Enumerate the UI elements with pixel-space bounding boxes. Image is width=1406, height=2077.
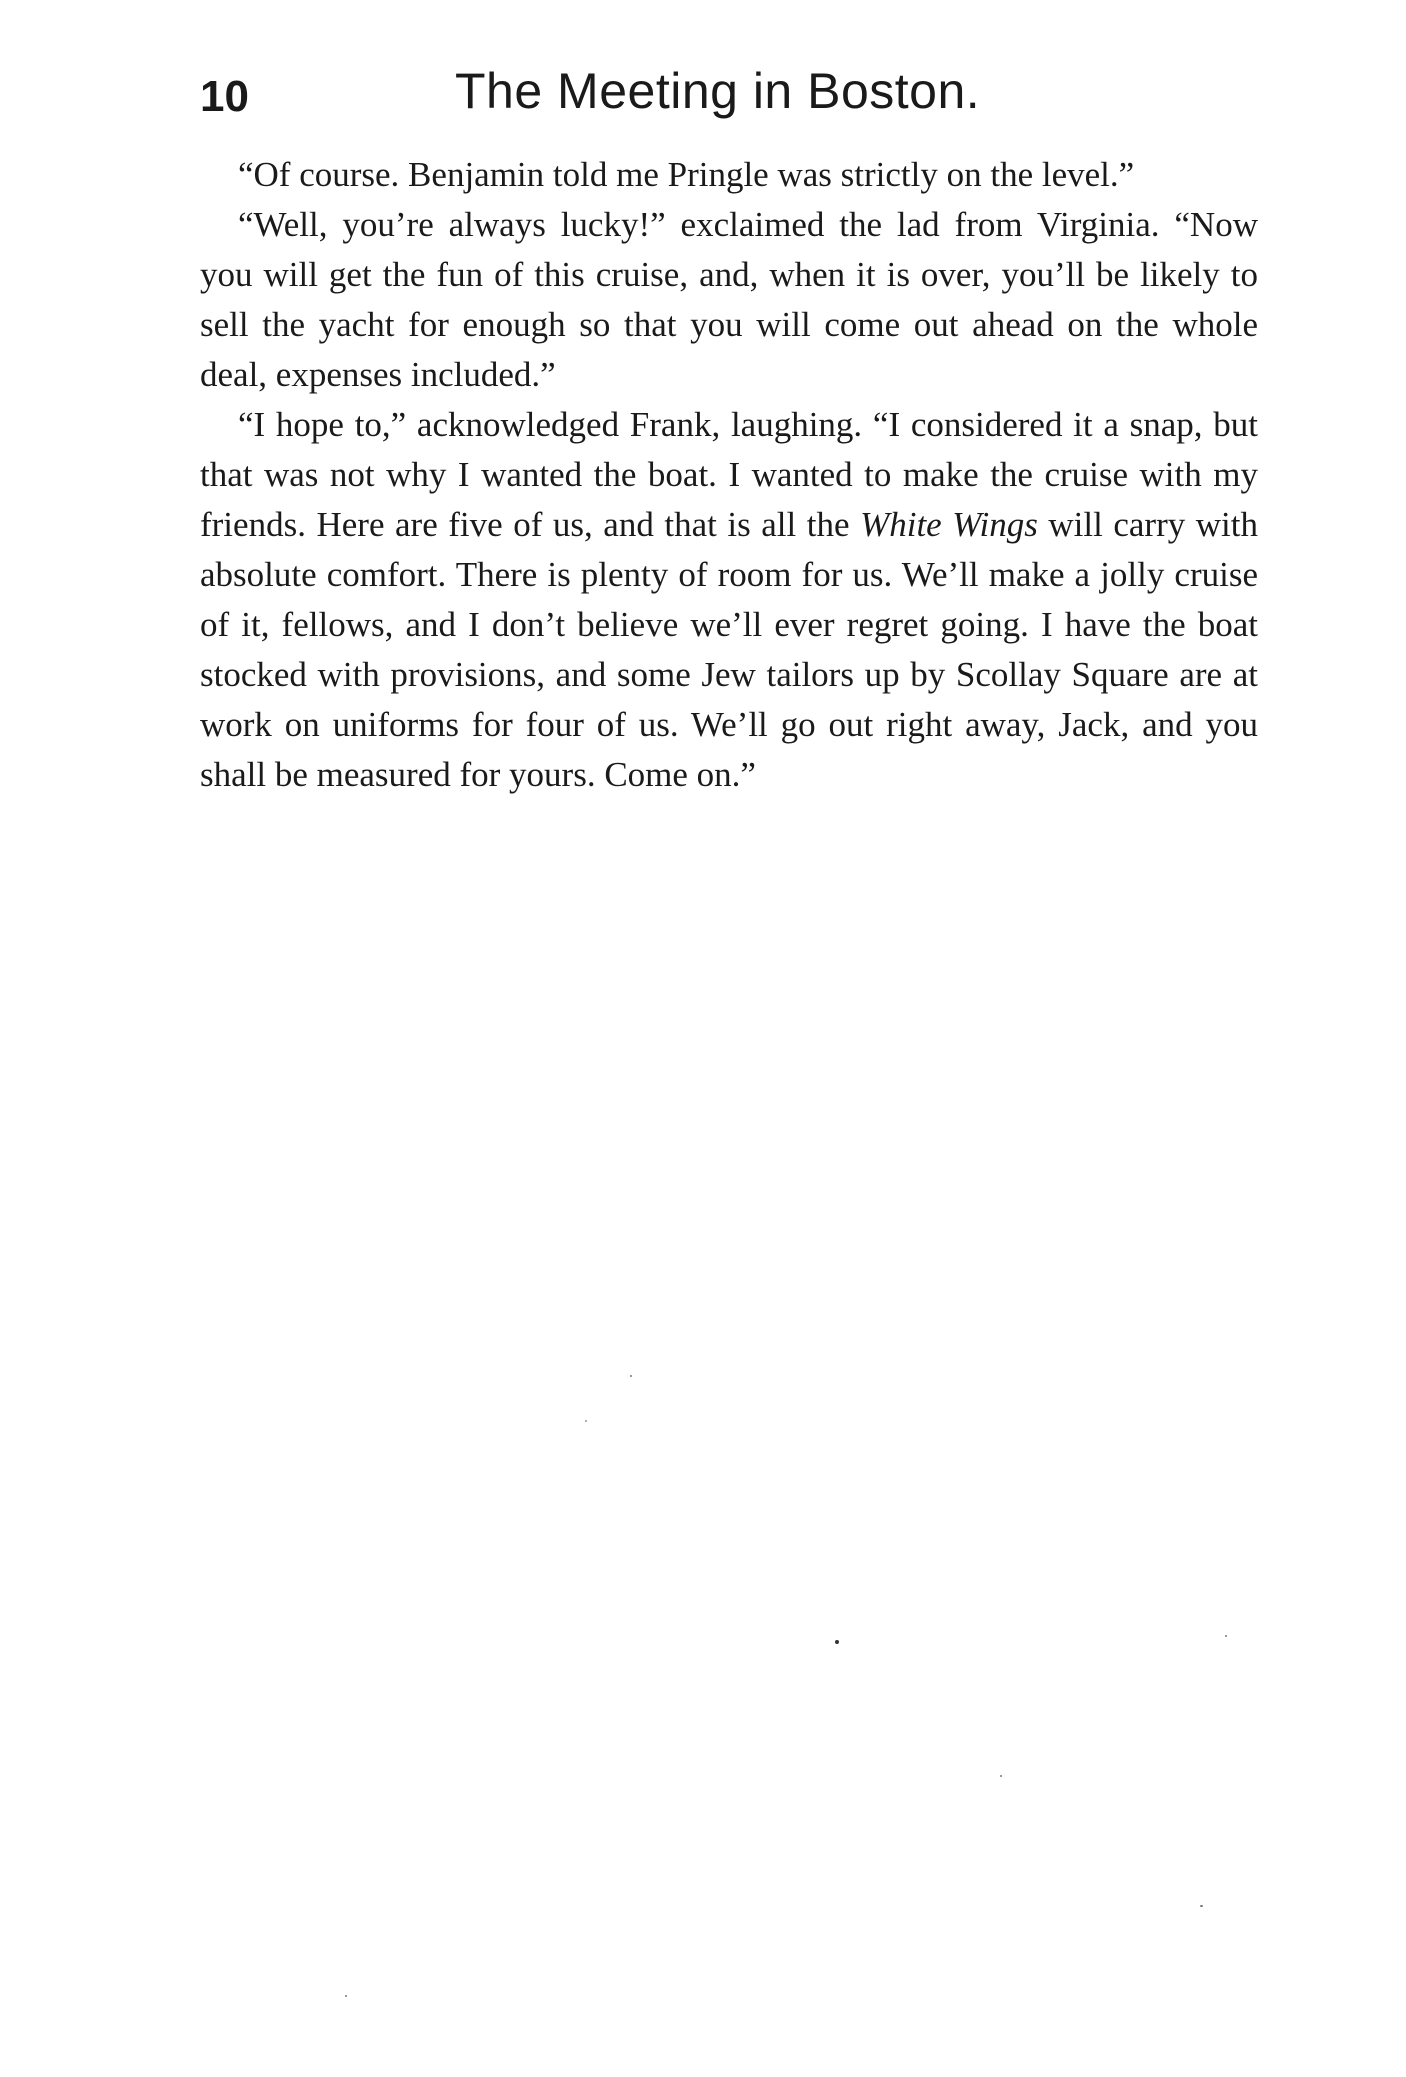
paragraph-1	[200, 150, 1258, 200]
page-number: 10	[200, 72, 249, 121]
paper-speck	[1225, 1635, 1227, 1637]
running-head	[200, 62, 1260, 132]
paper-speck	[1200, 1905, 1203, 1907]
running-title: The Meeting in Boston.	[455, 63, 981, 119]
paper-speck	[630, 1375, 632, 1377]
paragraph-2	[200, 200, 1258, 400]
paragraph-2-text: “Well, you’re always lucky!” exclaimed the lad from Virginia. “Now you will get the fun of this cruise, and, when it is over, you’ll be likely to sell the yacht for enough so that you will come out ahead on the whole deal, expenses included.”	[200, 205, 1258, 394]
paragraph-1-text: “Of course. Benjamin told me Pringle was strictly on the level.”	[238, 155, 1135, 194]
paragraph-3	[200, 400, 1258, 800]
body-text	[200, 150, 1258, 800]
paper-speck	[835, 1640, 839, 1644]
boat-name-italic: White Wings	[860, 505, 1038, 544]
paragraph-3-text-after: will carry with absolute comfort. There is plenty of room for us. We’ll make a jolly cruise of it, fellows, and I don’t believe we’ll ever regret going. I have the boat stocked with provisions, and some Jew tailors up by Scollay Square are at work on uniforms for four of us. We’ll go out right away, Jack, and you shall be measured for yours. Come on.”	[200, 505, 1258, 794]
paper-speck	[1000, 1775, 1002, 1777]
paragraph-3-text-before: “I hope to,” acknowledged Frank, laughing. “I considered it a snap, but that was not why I wanted the boat. I wanted to make the cruise with my friends. Here are five of us, and that is all the	[200, 405, 1258, 544]
paper-speck	[585, 1420, 587, 1422]
paper-speck	[345, 1995, 347, 1997]
